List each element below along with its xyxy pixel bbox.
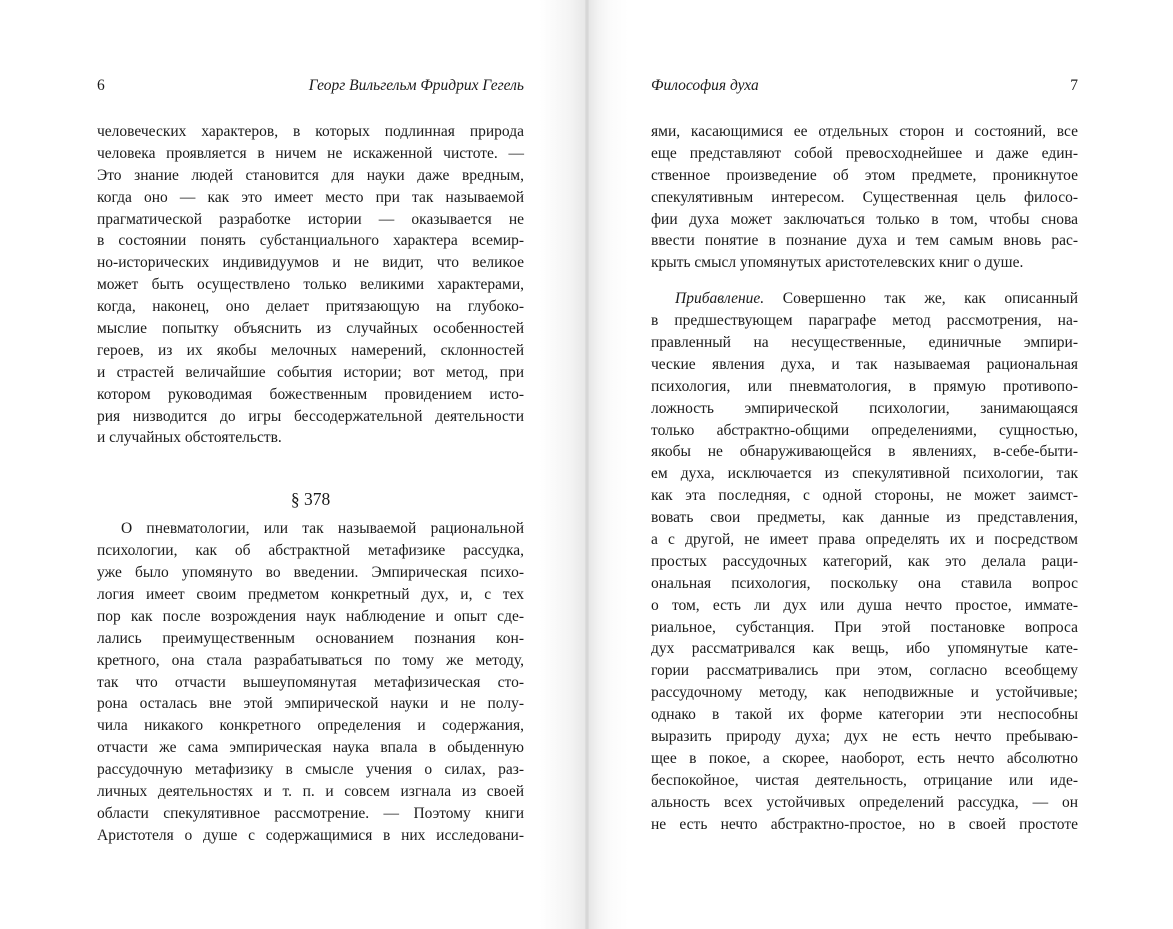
text-line: лались преимущественным основанием познания кон- bbox=[97, 629, 524, 647]
text-line: щее в покое, а скорее, наоборот, есть нечто абсолютно bbox=[651, 749, 1078, 767]
text-line: вовать свои предметы, как данные из представления, bbox=[651, 509, 1078, 527]
text-line: человека проявляется в ничем не искаженной чистоте. — bbox=[97, 144, 524, 162]
text-line: о том, есть ли дух или душа нечто простое, иммате- bbox=[651, 596, 1078, 614]
text-line: ственное произведение об этом предмете, проникнутое bbox=[651, 166, 1078, 184]
text-line: однако в такой их форме категории эти неспособны bbox=[651, 706, 1078, 724]
text-line: и страстей величайшие события истории; вот метод, при bbox=[97, 363, 524, 381]
text-line: а с другой, не имеет права определять их и посредством bbox=[651, 531, 1078, 549]
text-line: отчасти же сама эмпирическая наука впала в обыденную bbox=[97, 739, 524, 757]
left-page-number: 6 bbox=[97, 77, 105, 94]
text-line: еще представляют собой превосходнейшее и даже един- bbox=[651, 144, 1078, 162]
text-line: фии духа может заключаться только в том, чтобы снова bbox=[651, 210, 1078, 228]
text-line: психологии, как об абстрактной метафизике рассудка, bbox=[97, 542, 524, 560]
text-line: ем духа, исключается из спекулятивной психологии, так bbox=[651, 465, 1078, 483]
text-line: ональная психология, поскольку она ставила вопрос bbox=[651, 574, 1078, 592]
left-paragraph-1 bbox=[97, 121, 524, 449]
text-line: выразить природу духа; дух не есть нечто пребываю- bbox=[651, 728, 1078, 746]
text-line: ческие явления духа, и так называемая рациональная bbox=[651, 355, 1078, 373]
text-line: ввести понятие в познание духа и тем самым вновь рас- bbox=[651, 232, 1078, 250]
text-line: в состоянии понять субстанциального характера всемир- bbox=[97, 232, 524, 250]
text-line: уже было упомянуто во введении. Эмпирическая психо- bbox=[97, 564, 524, 582]
text-line: психология, или пневматология, в прямую противопо- bbox=[651, 377, 1078, 395]
text-line: дух рассматривался как вещь, ибо упомянутые кате- bbox=[651, 640, 1078, 658]
right-page-number: 7 bbox=[1070, 77, 1078, 94]
left-paragraph-2 bbox=[97, 518, 524, 846]
text-line: простых рассудочных категорий, как это делала раци- bbox=[651, 552, 1078, 570]
text-line: пор как после возрождения наук наблюдение и опыт сде- bbox=[97, 607, 524, 625]
text-line: может быть осуществлено только великими характерами, bbox=[97, 276, 524, 294]
right-paragraph-1 bbox=[651, 121, 1078, 274]
text-line: рона осталась вне этой эмпирической науки и не полу- bbox=[97, 695, 524, 713]
text-line: личных деятельностях и т. п. и совсем изгнала из своей bbox=[97, 783, 524, 801]
text-line: но-исторических индивидуумов и не видит, что великое bbox=[97, 254, 524, 272]
text-line: рассудочному методу, как неподвижные и устойчивые; bbox=[651, 684, 1078, 702]
right-running-head: Философия духа bbox=[651, 77, 759, 94]
text-line: кретного, она стала разрабатываться по тому же методу, bbox=[97, 651, 524, 669]
text-line: риальное, субстанция. При этой постановке вопроса bbox=[651, 618, 1078, 636]
left-running-head: Георг Вильгельм Фридрих Гегель bbox=[308, 77, 524, 94]
text-line: якобы не обнаруживающейся в явлениях, в-себе-быти- bbox=[651, 443, 1078, 461]
text-line: мыслие попытку объяснить из случайных особенностей bbox=[97, 320, 524, 338]
text-line: Это знание людей становится для науки даже вредным, bbox=[97, 166, 524, 184]
text-line: правленный на несущественные, единичные эмпири- bbox=[651, 334, 1078, 352]
text-line: только абстрактно-общими определениями, сущностью, bbox=[651, 421, 1078, 439]
text-line: крыть смысл упомянутых аристотелевских книг о душе. bbox=[651, 254, 1024, 272]
text-line: как эта последняя, с одной стороны, не может заимст- bbox=[651, 487, 1078, 505]
text-line: не есть нечто абстрактно-простое, но в своей простоте bbox=[651, 815, 1078, 833]
right-page bbox=[587, 0, 1173, 929]
addition-first-line-text: Совершенно так же, как описанный bbox=[764, 290, 1078, 308]
text-line: человеческих характеров, в которых подлинная природа bbox=[97, 123, 524, 140]
text-line: в предшествующем параграфе метод рассмотрения, на- bbox=[651, 312, 1078, 330]
text-line: героев, из их якобы мелочных намерений, склонностей bbox=[97, 341, 524, 359]
right-paragraph-2 bbox=[651, 310, 1078, 835]
text-line: рассудочную метафизику в смысле учения о силах, раз- bbox=[97, 761, 524, 779]
text-line: так что отчасти вышеупомянутая метафизическая сто- bbox=[97, 673, 524, 691]
right-page-body bbox=[651, 121, 1078, 836]
text-line: О пневматологии, или так называемой рациональной bbox=[121, 520, 524, 538]
text-line: и случайных обстоятельств. bbox=[97, 429, 282, 447]
text-line: альность всех устойчивых определений рассудка, — он bbox=[651, 793, 1078, 811]
text-line: когда оно — как это имеет место при так называемой bbox=[97, 188, 524, 206]
text-line: области спекулятивное рассмотрение. — Поэтому книги bbox=[97, 804, 524, 822]
left-page-body bbox=[97, 121, 524, 847]
text-line: Аристотеля о душе с содержащимися в них исследовани- bbox=[97, 826, 524, 844]
text-line: рия низводится до игры бессодержательной деятельности bbox=[97, 407, 524, 425]
book-gutter bbox=[585, 0, 589, 929]
text-line: ложность эмпирической психологии, занимающаяся bbox=[651, 399, 1078, 417]
text-line: логия имеет своим предметом конкретный дух, и, с тех bbox=[97, 586, 524, 604]
text-line: чила никакого конкретного определения и содержания, bbox=[97, 717, 524, 735]
text-line: когда, наконец, оно делает притязающую на глубоко- bbox=[97, 298, 524, 316]
text-line: ями, касающимися ее отдельных сторон и состояний, все bbox=[651, 123, 1078, 140]
text-line: спекулятивным интересом. Существенная цель филосо- bbox=[651, 188, 1078, 206]
text-line: беспокойное, чистая деятельность, отрицание или иде- bbox=[651, 771, 1078, 789]
section-heading: § 378 bbox=[290, 489, 331, 510]
text-line: гории рассматривались при этом, согласно всеобщему bbox=[651, 662, 1078, 680]
addition-first-line bbox=[651, 288, 1078, 310]
text-line: котором руководимая божественным провидением исто- bbox=[97, 385, 524, 403]
addition-label: Прибавление. bbox=[675, 290, 765, 308]
text-line: прагматической разработке истории — оказывается не bbox=[97, 210, 524, 228]
